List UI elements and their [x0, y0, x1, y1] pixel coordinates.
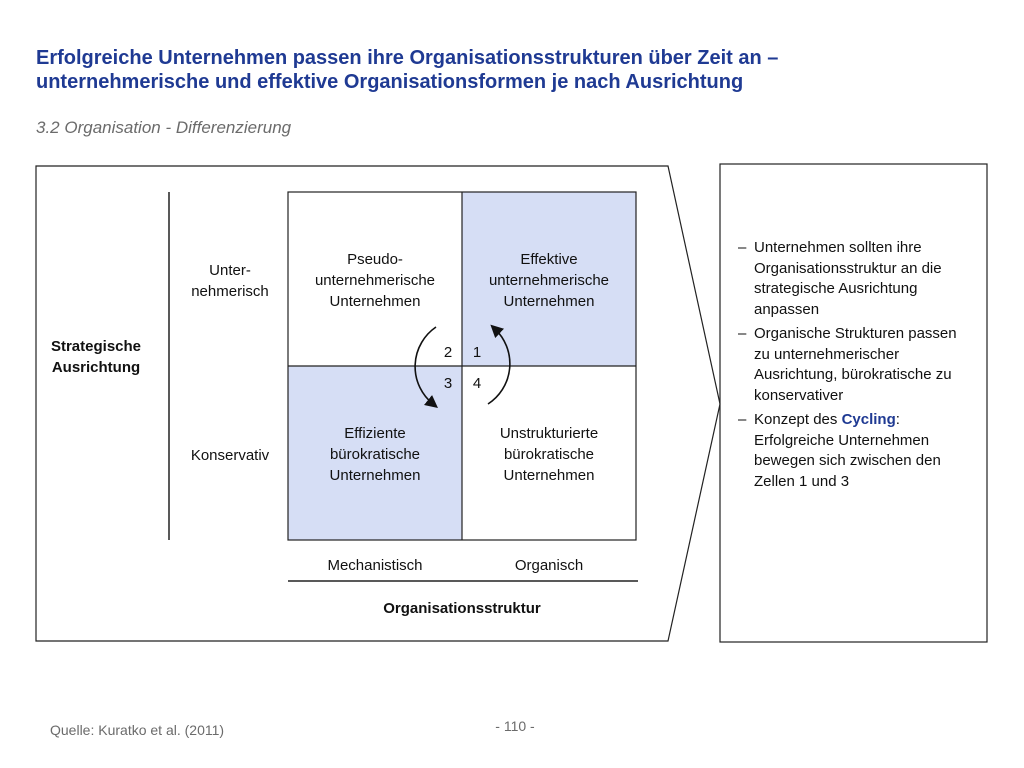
cell-text-line: bürokratische: [329, 446, 421, 463]
bullet-dash: –: [738, 411, 747, 428]
bullet-text-suffix: : Erfolgreiche Unternehmen bewegen sich zwischen den Zellen 1 und 3: [754, 411, 941, 490]
bullet-dash: –: [738, 239, 747, 256]
cell-text-line: Unternehmen: [329, 293, 421, 310]
x-axis-label: Organisationsstruktur: [383, 600, 541, 617]
cell-text-line: Unstrukturierte: [499, 425, 599, 442]
footer-source: Quelle: Kuratko et al. (2011): [50, 722, 225, 738]
cell-number-4: 4: [472, 375, 482, 392]
bullet-highlight-cycling: Cycling: [841, 411, 896, 428]
cell-unstrukturierte-buerokratisch: [462, 423, 636, 486]
bullet-text: Organische Strukturen passen zu unternehmerischer Ausrichtung, bürokratische zu konservativer: [754, 325, 957, 404]
cell-number-1: 1: [472, 344, 482, 361]
cell-text-line: Unternehmen: [503, 293, 595, 310]
cell-text-line: unternehmerische: [314, 272, 436, 289]
slide-title-line1: Erfolgreiche Unternehmen passen ihre Organisationsstrukturen über Zeit an –: [36, 47, 779, 69]
cell-text-line: Unternehmen: [329, 467, 421, 484]
bullet-list: [738, 238, 976, 496]
y-axis-label-line2: Ausrichtung: [51, 359, 141, 376]
row-label-top-line2: nehmerisch: [191, 283, 269, 300]
cell-number-2: 2: [443, 344, 453, 361]
cell-effektive-unternehmerisch: [462, 249, 636, 312]
bullet-text: Unternehmen sollten ihre Organisationsstruktur an die strategische Ausrichtung anpassen: [754, 239, 942, 318]
cell-text-line: bürokratische: [503, 446, 595, 463]
col-label-mechanistisch: Mechanistisch: [327, 557, 423, 574]
row-label-unternehmerisch: [178, 260, 282, 302]
cell-text-line: Pseudo-: [347, 251, 403, 268]
bullet-item: [738, 238, 976, 320]
bullet-item: [738, 324, 976, 406]
cell-text-line: Unternehmen: [503, 467, 595, 484]
bullet-dash: –: [738, 325, 747, 342]
cell-effiziente-buerokratisch: [288, 423, 462, 486]
y-axis-label: [40, 336, 152, 378]
cell-pseudo-unternehmerisch: [288, 249, 462, 312]
slide-title-line2: unternehmerische und effektive Organisationsformen je nach Ausrichtung: [36, 71, 744, 93]
y-axis-label-line1: Strategische: [50, 338, 142, 355]
cell-text-line: Effiziente: [344, 425, 406, 442]
cell-text-line: Effektive: [520, 251, 578, 268]
cell-number-3: 3: [443, 375, 453, 392]
bullet-item: [738, 410, 976, 492]
slide-subtitle: 3.2 Organisation - Differenzierung: [36, 118, 292, 137]
bullet-text-prefix: Konzept des: [754, 411, 842, 428]
footer-page-number: - 110 -: [495, 718, 535, 734]
col-label-organisch: Organisch: [514, 557, 584, 574]
cell-text-line: unternehmerische: [488, 272, 610, 289]
row-label-konservativ: Konservativ: [190, 447, 270, 464]
row-label-top-line1: Unter-: [209, 262, 251, 279]
